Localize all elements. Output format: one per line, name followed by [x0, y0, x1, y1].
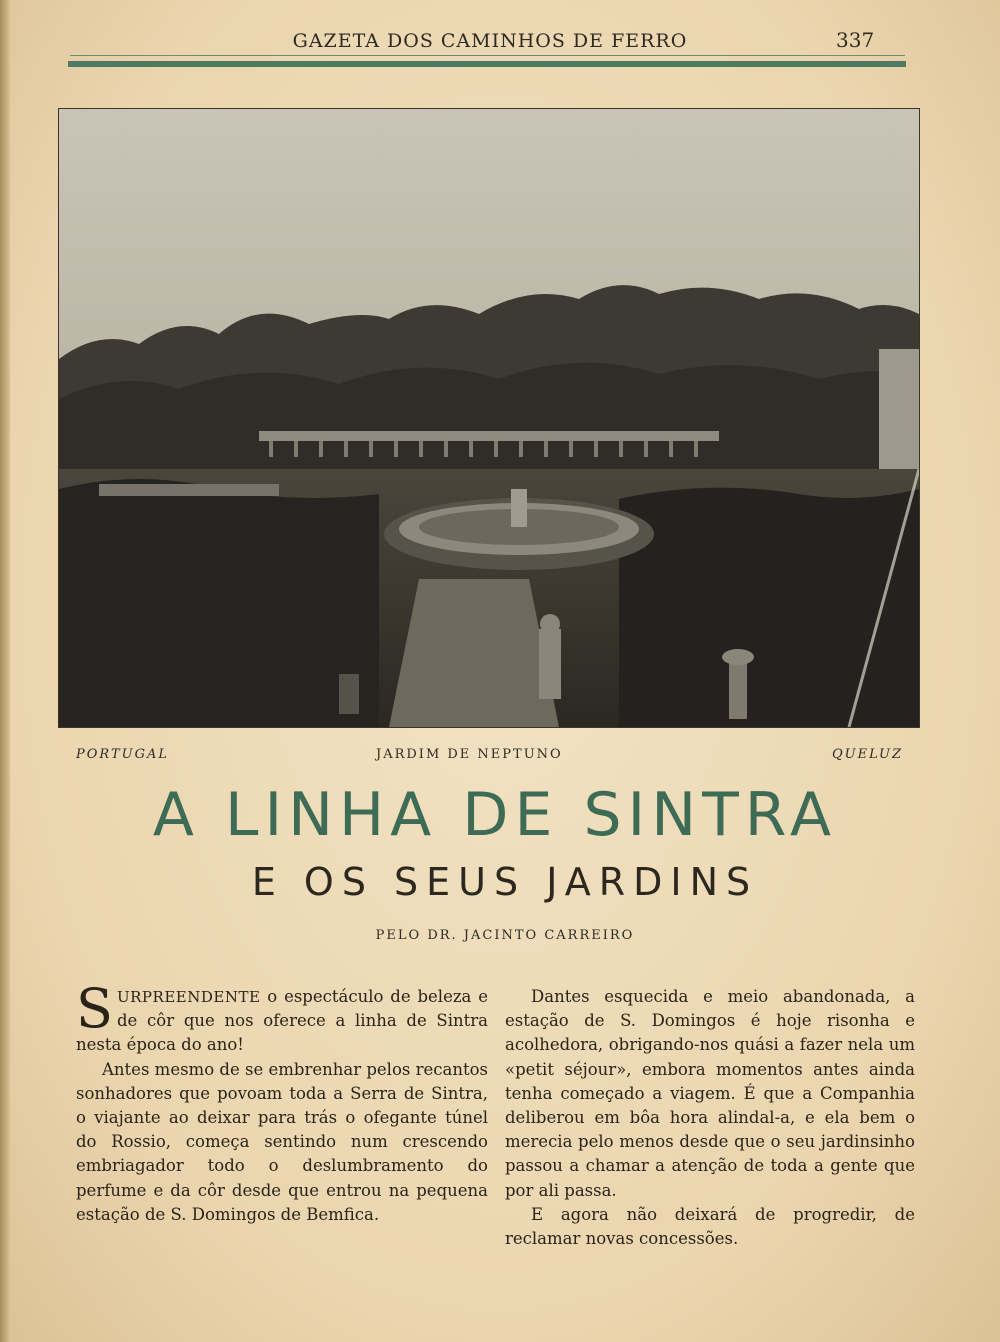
garden-photograph: [58, 108, 920, 728]
header-rule-thick: [68, 61, 906, 67]
page-number: 337: [836, 28, 875, 52]
drop-cap: S: [76, 977, 113, 1040]
paragraph-2: Antes mesmo de se embrenhar pelos recantos sonhadores que povoam toda a Serra de Sintra, o viajante ao deixar para trás o ofegante túnel do Rossio, começa sentindo num crescendo embriagador todo o deslumbramento do perfume e da côr desde que entrou na pequena estação de S. Domingos de Bemfica.: [76, 1059, 488, 1224]
binding-gutter: [0, 0, 10, 1342]
running-header-title: GAZETA DOS CAMINHOS DE FERRO: [292, 30, 688, 52]
article-subheadline: E OS SEUS JARDINS: [251, 860, 759, 904]
text-column-left: [76, 977, 488, 1227]
paragraph-1: [76, 977, 488, 1058]
paragraph-1-text: o espectáculo de beleza e de côr que nos oferece a linha de Sintra nesta época do ano!: [76, 987, 488, 1055]
article-headline: A LINHA DE SINTRA: [152, 780, 838, 850]
article-byline: PELO DR. JACINTO CARREIRO: [375, 928, 635, 943]
paragraph-3: Dantes esquecida e meio abandonada, a estação de S. Domingos é hoje risonha e acolhedora, obrigando-nos quási a fazer nela um «petit séjour», embora momentos antes ainda tenha começado a viagem. É que a Companhia deliberou em bôa hora alindal-a, e ela bem o merecia pelo menos desde que o seu jardinsinho passou a chamar a atenção de toda a gente que por ali passa.: [505, 987, 915, 1200]
text-column-right: [505, 985, 915, 1251]
garden-photo-illustration: [59, 109, 919, 727]
lead-word: URPREENDENTE: [117, 988, 261, 1006]
caption-title: JARDIM DE NEPTUNO: [376, 747, 563, 762]
header-rule-thin: [70, 55, 905, 56]
paragraph-4: E agora não deixará de progredir, de reclamar novas concessões.: [505, 1204, 915, 1249]
caption-country: PORTUGAL: [76, 747, 169, 762]
caption-location: QUELUZ: [832, 747, 904, 762]
